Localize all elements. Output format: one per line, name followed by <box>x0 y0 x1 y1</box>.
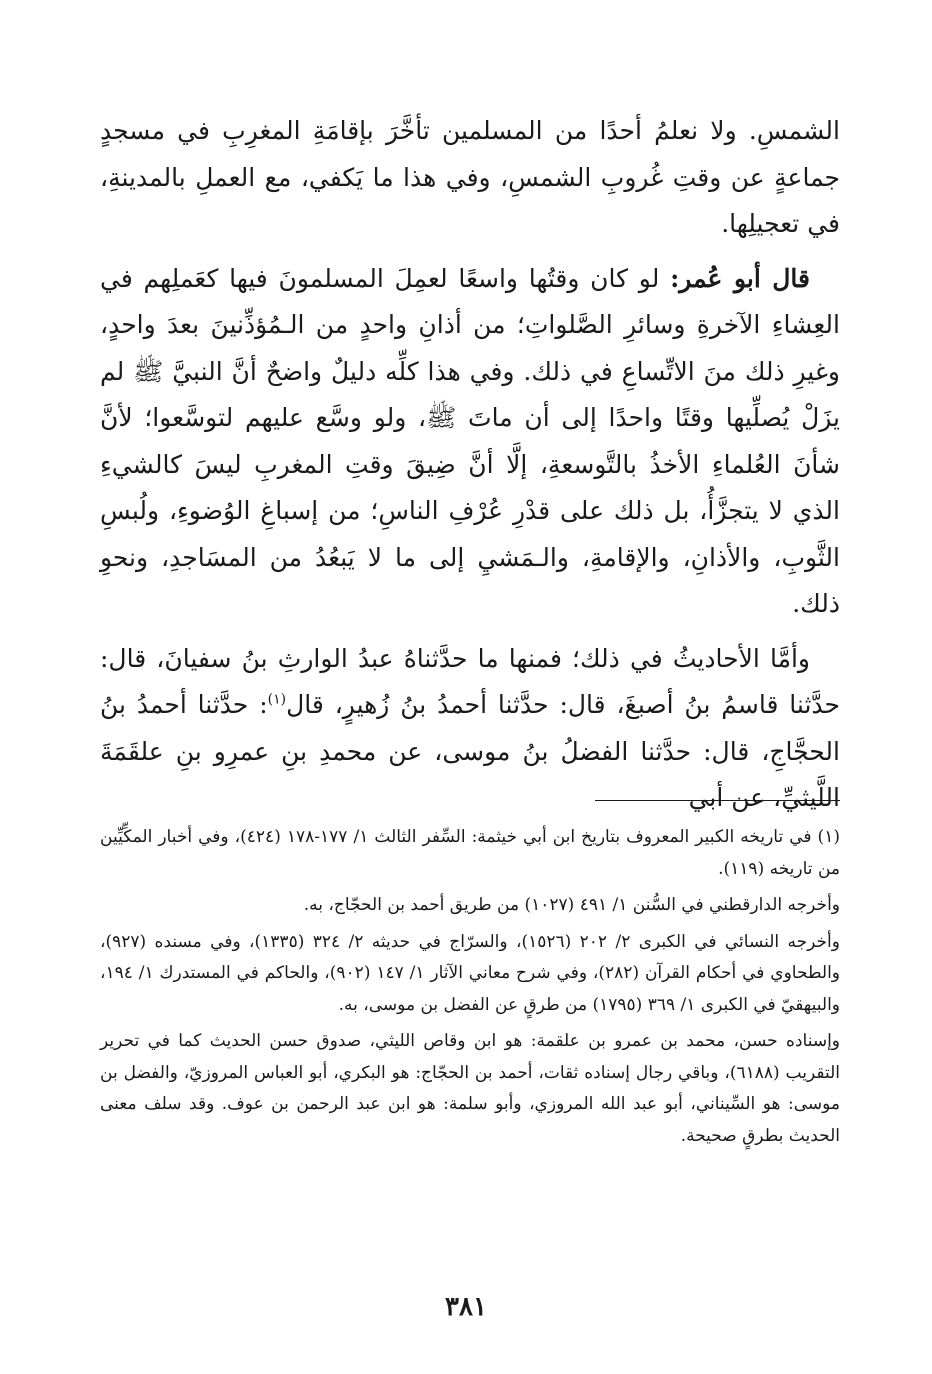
page-number: ٣٨١ <box>445 1292 487 1322</box>
footnote-marker[interactable]: (١) <box>267 691 287 708</box>
paragraph-2 <box>100 256 840 628</box>
paragraph-3 <box>100 636 840 822</box>
paragraph-3-text-b: : حدَّثنا أحمدُ بنُ الحجَّاجِ، قال: حدَّثنا الفضلُ بنُ موسى، عن محمدِ بنِ عمرِو بنِ علقَمَةَ اللَّيثيِّ، عن أبي <box>100 690 840 812</box>
footnotes <box>100 822 840 1157</box>
paragraph-3-text-a: وأمَّا الأحاديثُ في ذلك؛ فمنها ما حدَّثناهُ عبدُ الوارثِ بنُ سفيانَ، قال: حدَّثنا قاسمُ بنُ أصبغَ، قال: حدَّثنا أحمدُ بنُ زُهيرٍ، قال <box>100 643 840 719</box>
footnote-separator <box>595 800 840 801</box>
paragraph-1: الشمسِ. ولا نعلمُ أحدًا من المسلمين تأخَّرَ بإقامَةِ المغرِبِ في مسجدٍ جماعةٍ عن وقتِ غُروبِ الشمسِ، وفي هذا ما يَكفي، مع العملِ بالمدينةِ، في تعجيلِها. <box>100 116 840 238</box>
footnote-4: وإسناده حسن، محمد بن عمرو بن علقمة: هو ابن وقاص الليثي، صدوق حسن الحديث كما في تحرير التقريب (٦١٨٨)، وباقي رجال إسناده ثقات، أحمد بن الحجّاج: هو البكري، أبو العباس المروزيّ، والفضل بن موسى: هو السِّيناني، أبو عبد الله المروزي، وأبو سلمة: هو ابن عبد الرحمن بن عوف. وقد سلف معنى الحديث بطرقٍ صحيحة. <box>100 1031 840 1146</box>
main-text <box>100 108 840 822</box>
footnote-3: وأخرجه النسائي في الكبرى ٢/ ٢٠٢ (١٥٢٦)، والسرّاج في حديثه ٢/ ٣٢٤ (١٣٣٥)، وفي مسنده (٩٢٧)، والطحاوي في أحكام القرآن (٢٨٢)، وفي شرح معاني الآثار ١/ ١٤٧ (٩٠٢)، والحاكم في المستدرك ١/ ١٩٤، والبيهقيّ في الكبرى ١/ ٣٦٩ (١٧٩٥) من طرقٍ عن الفضل بن موسى، به. <box>100 931 841 1015</box>
speaker-label: قال أبو عُمر: <box>670 263 810 293</box>
footnote-1: (١) في تاريخه الكبير المعروف بتاريخ ابن أبي خيثمة: السِّفر الثالث ١/ ١٧٧-١٧٨ (٤٢٤)، وفي أخبار المكِّيِّين من تاريخه (١١٩). <box>100 827 840 879</box>
page-body <box>100 108 840 830</box>
footnote-2: وأخرجه الدارقطني في السُّنن ١/ ٤٩١ (١٠٢٧) من طريق أحمد بن الحجّاج، به. <box>303 895 840 915</box>
paragraph-2-text: لو كان وقتُها واسعًا لعمِلَ المسلمونَ فيها كعَملِهم في العِشاءِ الآخرةِ وسائرِ الصَّلواتِ؛ من أذانِ واحدٍ من الـمُؤذِّنينَ بعدَ واحدٍ، وغيرِ ذلك منَ الاتِّساعِ في ذلك. وفي هذا كلِّه دليلٌ واضحٌ أنَّ النبيَّ ﷺ لم يزَلْ يُصلِّيها وقتًا واحدًا إلى أن ماتَ ﷺ، ولو وسَّع عليهم لتوسَّعوا؛ لأنَّ شأنَ العُلماءِ الأخذُ بالتَّوسعةِ، إلَّا أنَّ ضِيقَ وقتِ المغربِ ليسَ كالشيءِ الذي لا يتجزَّأُ، بل ذلك على قدْرِ عُرْفِ الناسِ؛ من إسباغِ الوُضوءِ، ولُبسِ الثَّوبِ، والأذانِ، والإقامةِ، والـمَشيِ إلى ما لا يَبعُدُ من المسَاجدِ، ونحوِ ذلك. <box>100 263 840 618</box>
